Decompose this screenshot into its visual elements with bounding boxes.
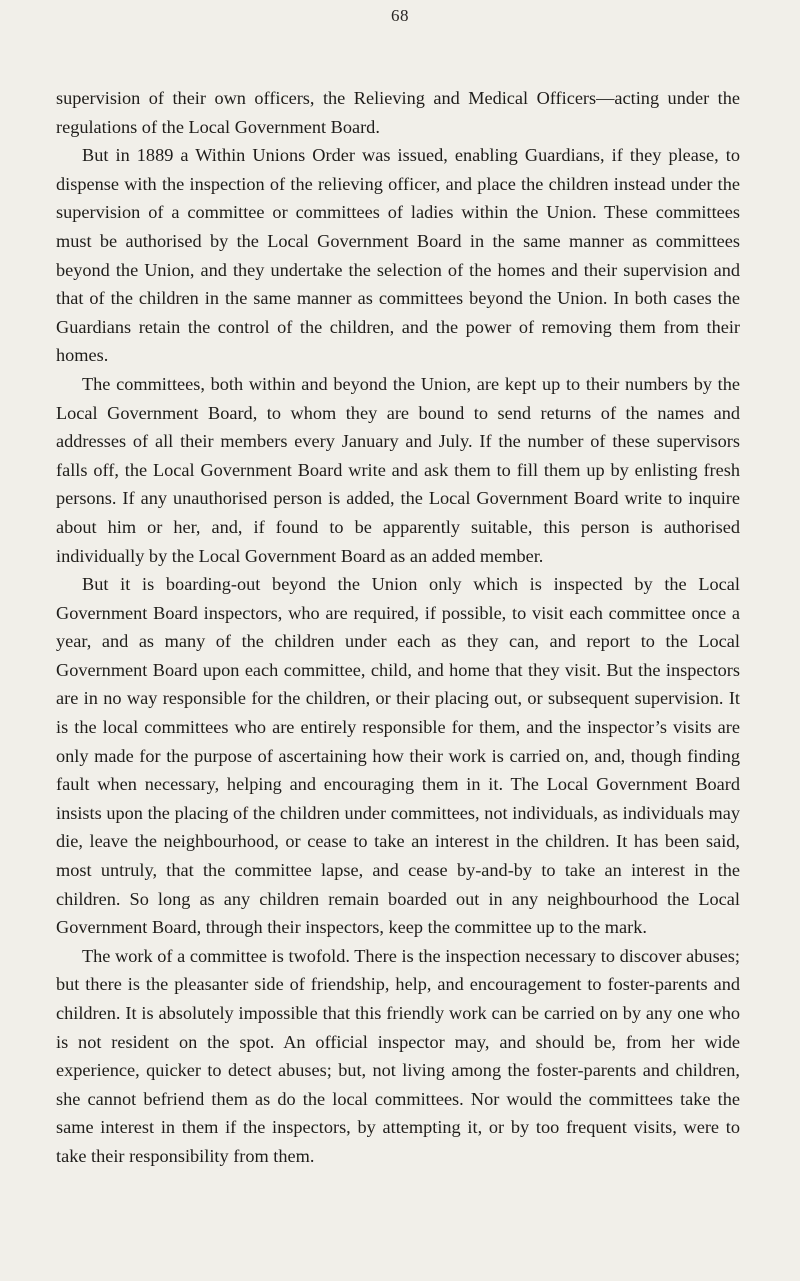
paragraph-committee-work: The work of a committee is twofold. There is the inspection necessary to discover abuses; but there is the pleasanter side of friendship, help, and encouragement to foster-parents and children. It is absolutely impossible that this friendly work can be carried on by any one who is not resident on the spot. An official inspector may, and should be, from her wide experience, quicker to detect abuses; but, not living among the foster-parents and children, she cannot befriend them as do the local committees. Nor would the committees take the same interest in them if the inspectors, by attempting it, or by too frequent visits, were to take their responsibility from them. bbox=[56, 945, 740, 1166]
paragraph-continued: supervision of their own officers, the Relieving and Medical Officers—acting under the regulations of the Local Government Board. bbox=[56, 88, 740, 137]
paragraph-inspection: But it is boarding-out beyond the Union only which is inspected by the Local Government Board inspectors, who are required, if possible, to visit each committee once a year, and as many of the children under each as they can, and report to the Local Government Board upon each committee, child, and home that they visit. But the inspectors are in no way responsible for the children, or their placing out, or subsequent supervision. It is the local committees who are entirely responsible for them, and the inspector’s visits are only made for the purpose of ascertaining how their work is carried on, and, though finding fault when necessary, helping and encouraging them in it. The Local Government Board insists upon the placing of the children under committees, not individuals, as individuals may die, leave the neighbourhood, or cease to take an interest in the children. It has been said, most untruly, that the committee lapse, and cease by-and-by to take an interest in the children. So long as any children remain boarded out in any neighbourhood the Local Government Board, through their inspectors, keep the committee up to the mark. bbox=[56, 574, 740, 938]
paragraph-within-unions-order: But in 1889 a Within Unions Order was issued, enabling Guardians, if they please, to dispense with the inspection of the relieving officer, and place the children instead under the supervision of a committee or committees of ladies within the Union. These committees must be authorised by the Local Government Board in the same manner as committees beyond the Union, and they undertake the selection of the homes and their supervision and that of the children in the same manner as committees beyond the Union. In both cases the Guardians retain the control of the children, and the power of removing them from their homes. bbox=[56, 145, 740, 366]
page-number: 68 bbox=[391, 6, 409, 25]
paragraph-committee-numbers: The committees, both within and beyond the Union, are kept up to their numbers by the Local Government Board, to whom they are bound to send returns of the names and addresses of all their members every January and July. If the number of these supervisors falls off, the Local Government Board write and ask them to fill them up by enlisting fresh persons. If any unauthorised person is added, the Local Government Board write to inquire about him or her, and, if found to be apparently suitable, this person is authorised individually by the Local Government Board as an added member. bbox=[56, 373, 740, 566]
body-text bbox=[56, 84, 740, 1171]
